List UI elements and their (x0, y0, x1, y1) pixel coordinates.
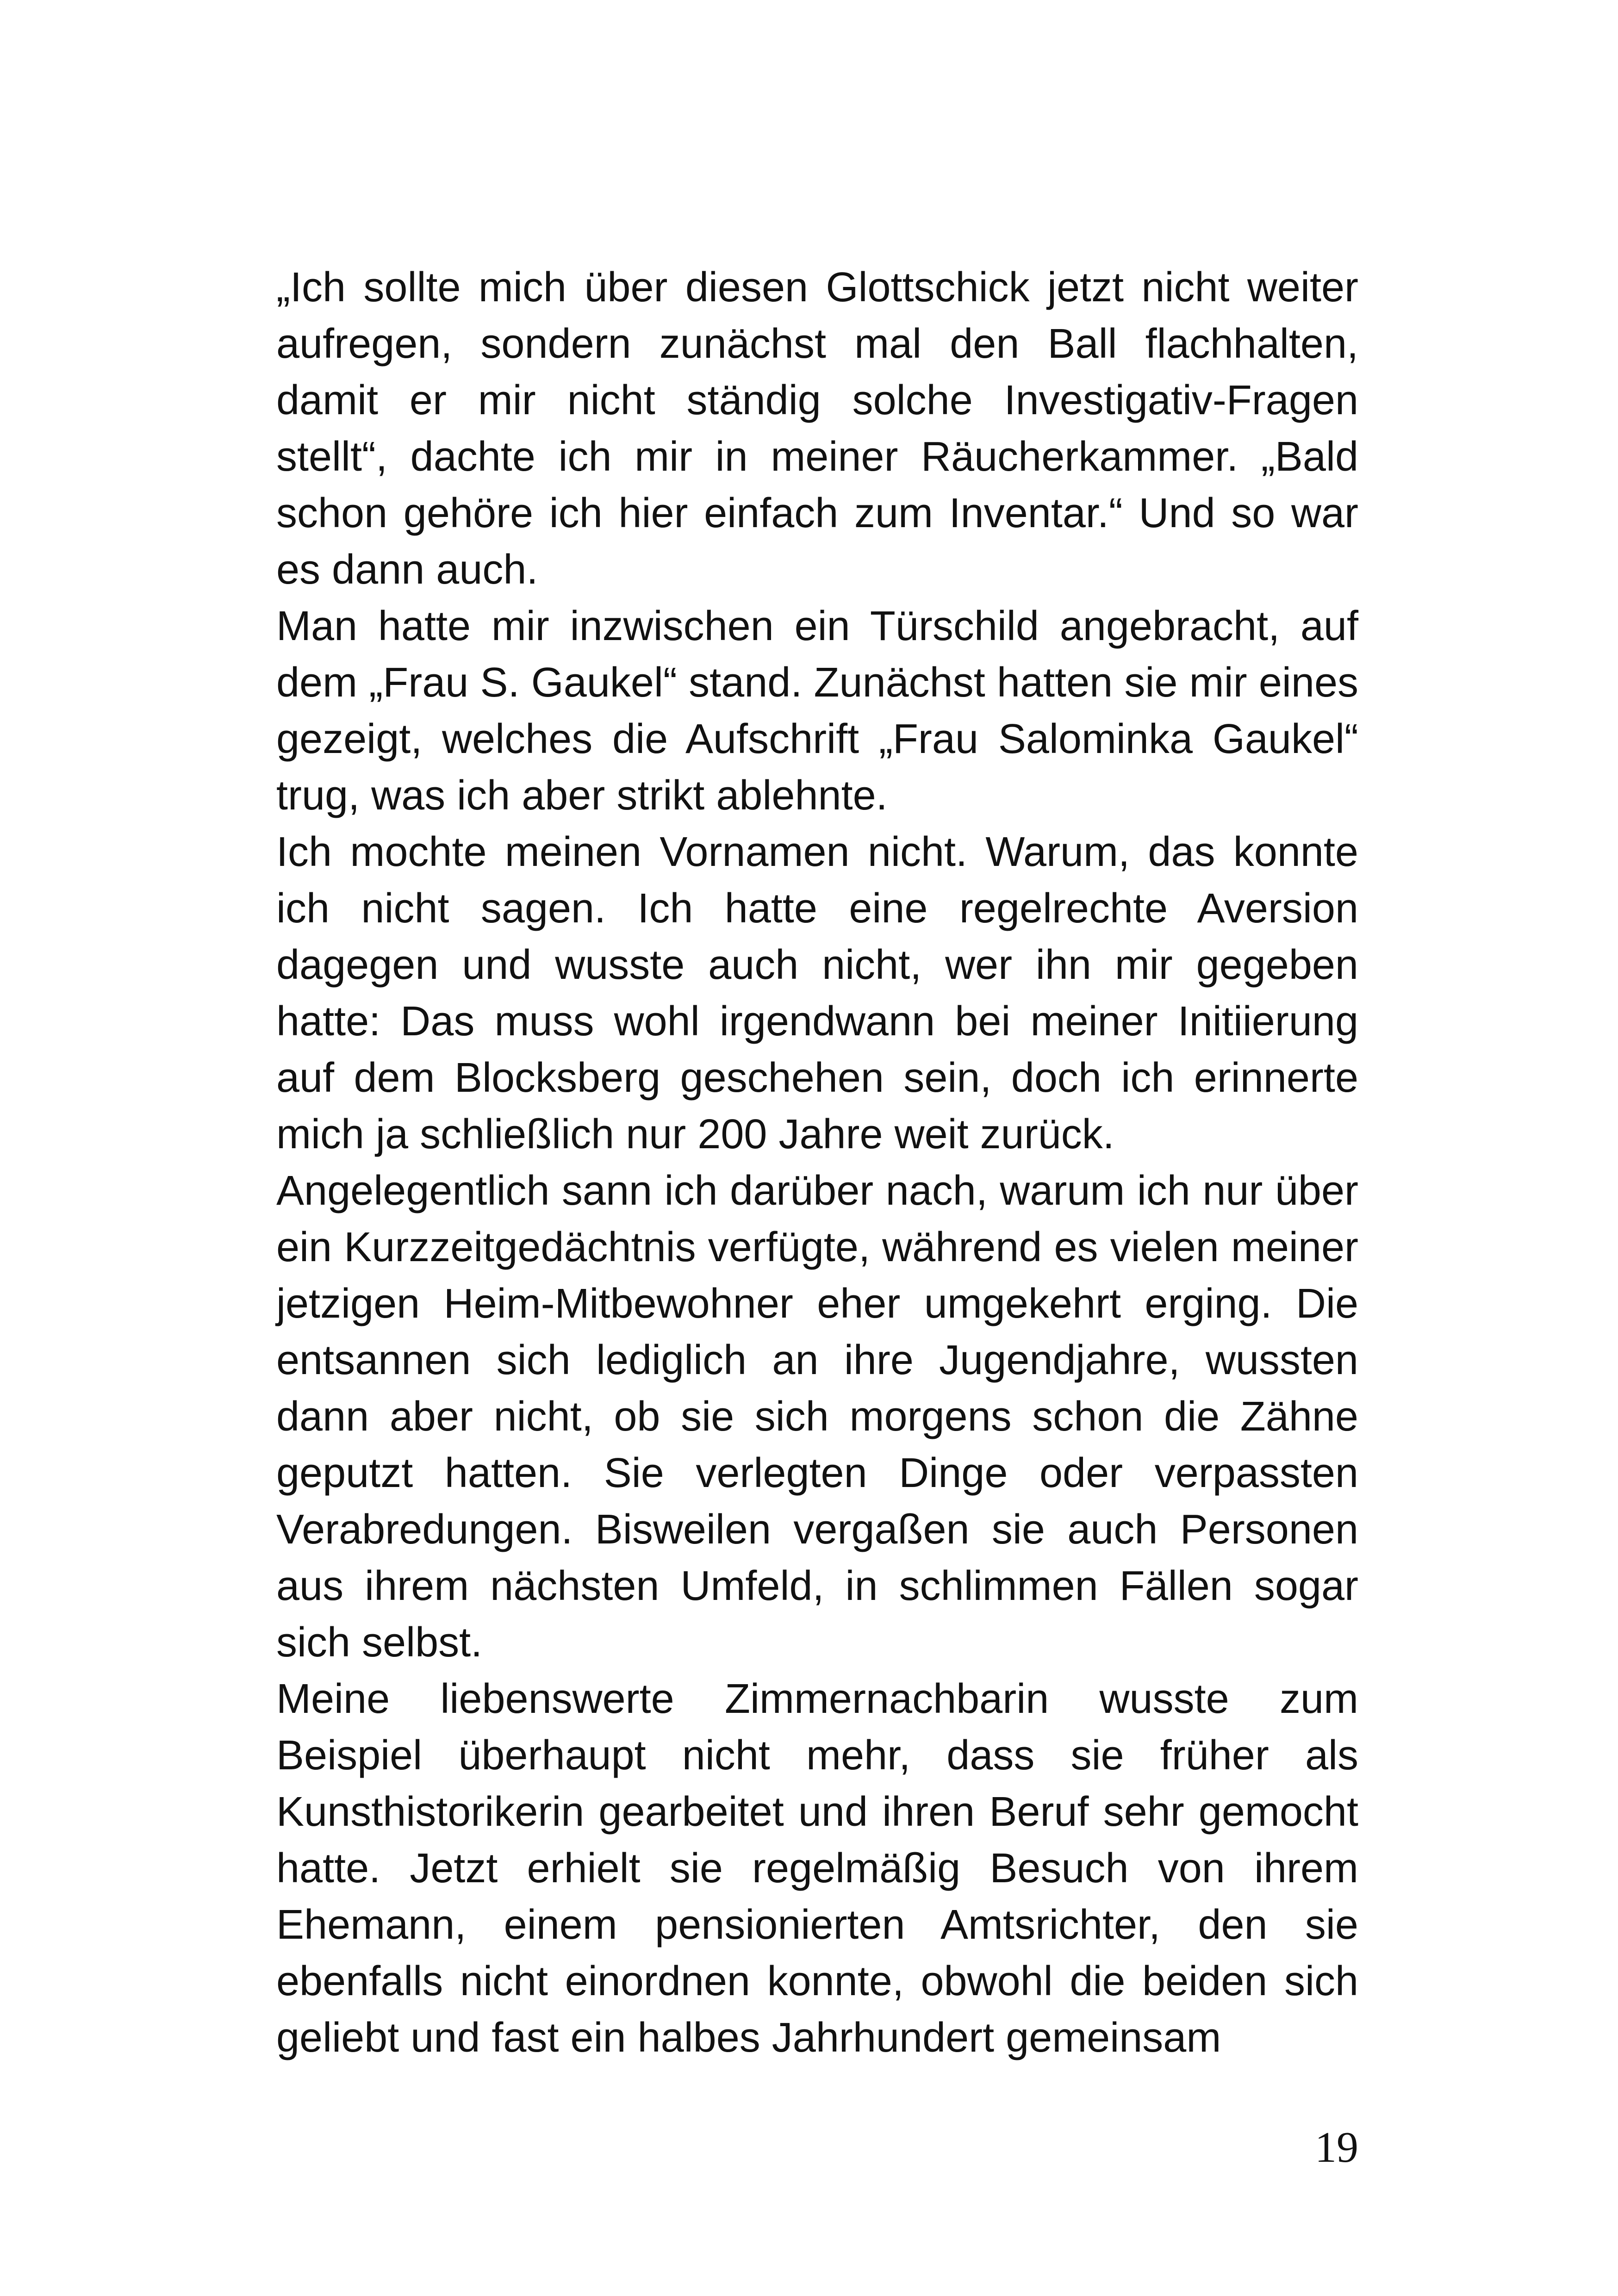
paragraph-5: Meine liebenswerte Zimmernachbarin wusste zum Beispiel überhaupt nicht mehr, dass sie früher als Kunsthistorikerin gearbeitet und ihren Beruf sehr gemocht hatte. Jetzt erhielt sie regelmäßig Besuch von ihrem Ehemann, einem pensionierten Amtsrichter, den sie ebenfalls nicht einordnen konnte, obwohl die beiden sich geliebt und fast ein halbes Jahrhundert gemeinsam (276, 1676, 1358, 2061)
paragraph-4: Angelegentlich sann ich darüber nach, warum ich nur über ein Kurzzeitgedächtnis verfügte, während es vielen meiner jetzigen Heim-Mitbewohner eher umgekehrt erging. Die entsannen sich lediglich an ihre Jugendjahre, wussten dann aber nicht, ob sie sich morgens schon die Zähne geputzt hatten. Sie verlegten Dinge oder verpassten Verabredungen. Bisweilen vergaßen sie auch Personen aus ihrem nächsten Umfeld, in schlimmen Fällen sogar sich selbst. (276, 1168, 1358, 1666)
paragraph-3: Ich mochte meinen Vornamen nicht. Warum, das konnte ich nicht sagen. Ich hatte eine regelrechte Aversion dagegen und wusste auch nicht, wer ihn mir gegeben hatte: Das muss wohl irgendwann bei meiner Initiierung auf dem Blocksberg geschehen sein, doch ich erinnerte mich ja schließlich nur 200 Jahre weit zurück. (276, 829, 1358, 1157)
body-text (276, 259, 1358, 2066)
page-number: 19 (1315, 2123, 1358, 2172)
paragraph-2: Man hatte mir inzwischen ein Türschild angebracht, auf dem „Frau S. Gaukel“ stand. Zunächst hatten sie mir eines gezeigt, welches die Aufschrift „Frau Salominka Gaukel“ trug, was ich aber strikt ablehnte. (276, 603, 1358, 819)
paragraph-1: „Ich sollte mich über diesen Glottschick jetzt nicht weiter aufregen, sondern zunächst mal den Ball flachhalten, damit er mir nicht ständig solche Investigativ-Fragen stellt“, dachte ich mir in meiner Räucherkammer. „Bald schon gehöre ich hier einfach zum Inventar.“ Und so war es dann auch. (276, 264, 1358, 593)
